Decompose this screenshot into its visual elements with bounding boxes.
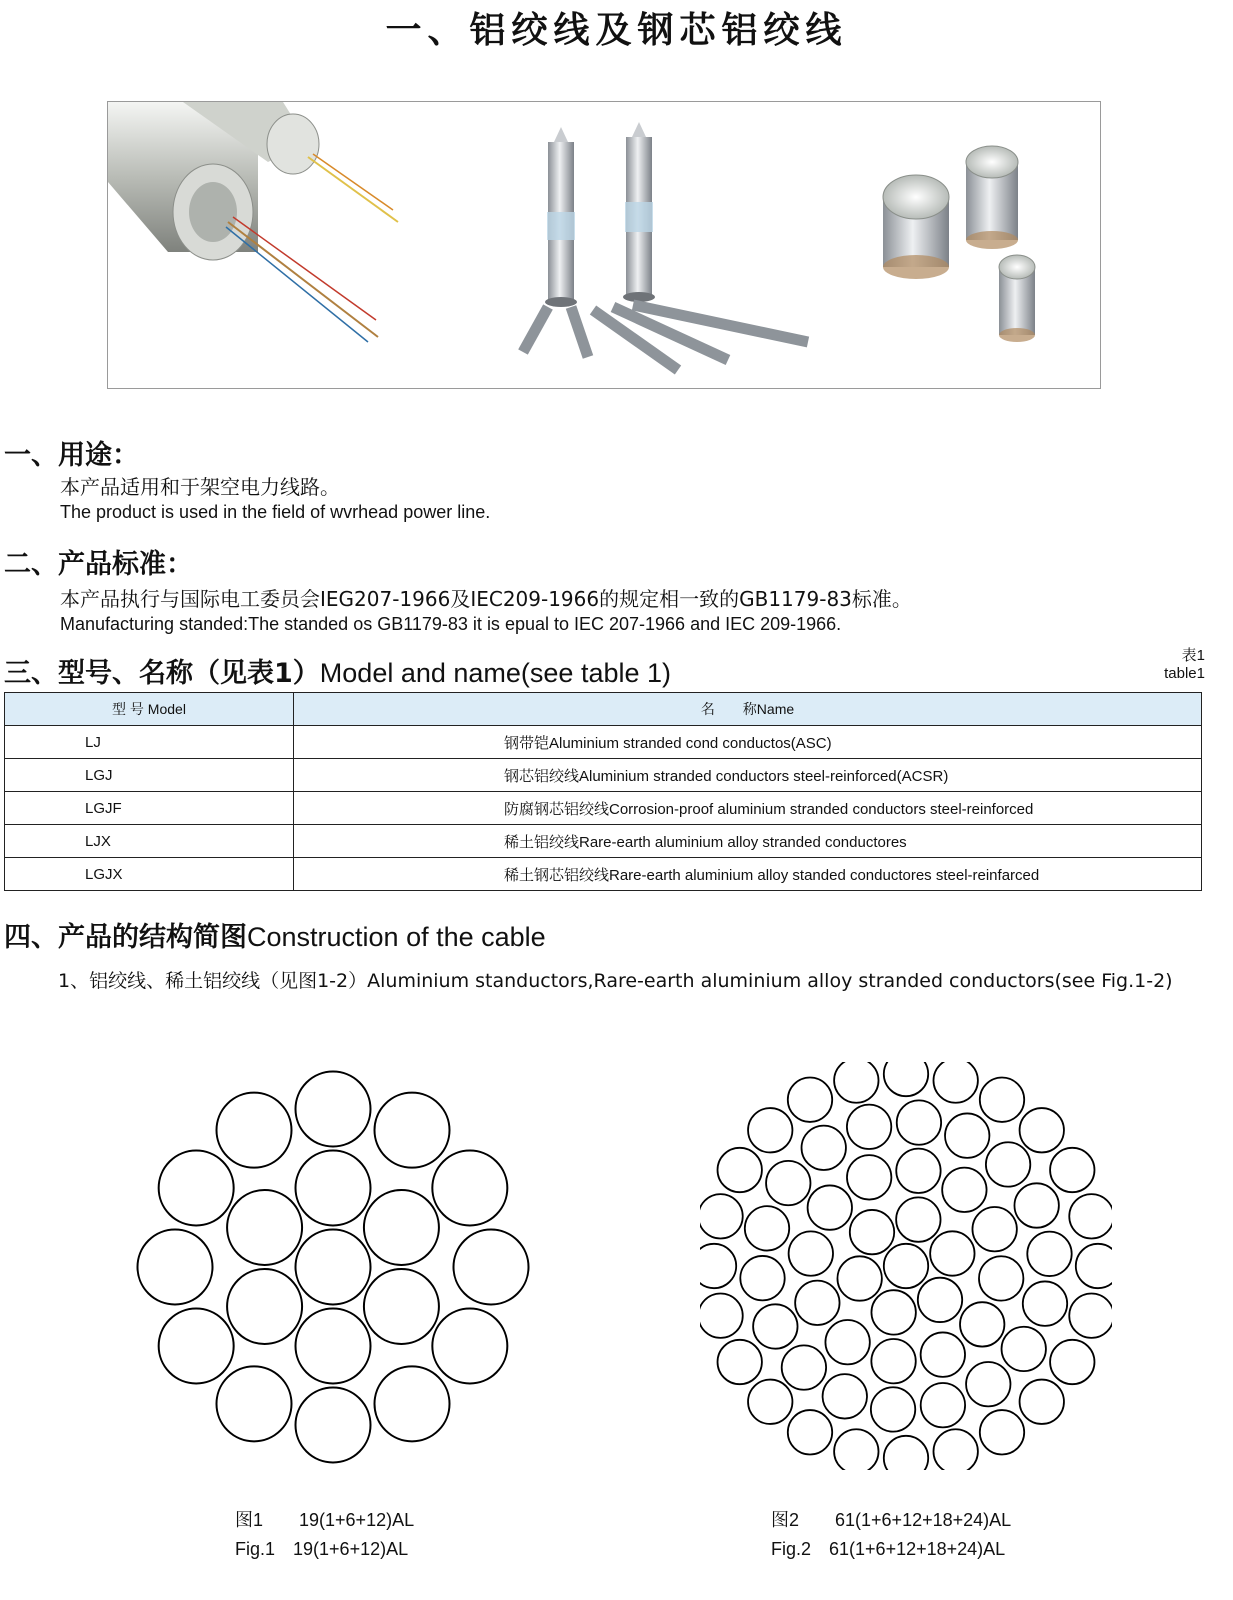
strand-circle [966, 1362, 1010, 1406]
section-construction-heading-en: Construction of the cable [247, 922, 546, 952]
cell-model: LJX [5, 825, 294, 858]
strand-circle [1020, 1108, 1064, 1152]
aac-drums-image [883, 146, 1035, 342]
strand-circle [834, 1062, 878, 1103]
table-row [5, 858, 1202, 891]
strand-circle [296, 1309, 371, 1384]
strand-circle [296, 1151, 371, 1226]
strand-circle [296, 1388, 371, 1463]
section-model-heading [4, 651, 671, 690]
strand-circle [375, 1093, 450, 1168]
fig2-caption-zh: 图2 61(1+6+12+18+24)AL [771, 1510, 1012, 1530]
strand-circle [825, 1320, 869, 1364]
cell-model: LGJX [5, 858, 294, 891]
strand-circle [1002, 1327, 1046, 1371]
section-construction-heading [4, 915, 546, 954]
cell-name: 稀土钢芯铝绞线Rare-earth aluminium alloy standed conductores steel-reinfarced [294, 858, 1202, 891]
cell-model: LGJ [5, 759, 294, 792]
fig2-cross-section-diagram [700, 1062, 1112, 1470]
section-usage-heading: 一、用途： [4, 440, 139, 471]
strand-circle [837, 1256, 881, 1300]
table-label-zh: 表1 [1181, 647, 1205, 664]
page-title: 一、铝绞线及钢芯铝绞线 [385, 10, 848, 51]
strand-circle [918, 1278, 962, 1322]
strand-circle [808, 1185, 852, 1229]
strand-circle [980, 1078, 1024, 1122]
strand-circle [718, 1340, 762, 1384]
strand-circle [748, 1108, 792, 1152]
strand-circle [847, 1155, 891, 1199]
strand-circle [782, 1345, 826, 1389]
model-name-table [4, 692, 1202, 891]
table-label [1164, 647, 1205, 683]
strand-circle [823, 1374, 867, 1418]
strand-circle [227, 1269, 302, 1344]
section-model-heading-en: Model and name(see table 1) [319, 658, 672, 688]
section-model-heading-zh: 三、型号、名称（见表1） [4, 658, 320, 689]
strand-circle [795, 1281, 839, 1325]
strand-circle [884, 1244, 928, 1288]
usage-text-zh: 本产品适用和于架空电力线路。 [60, 475, 340, 499]
strand-circle [700, 1293, 743, 1337]
strand-circle [986, 1142, 1030, 1186]
strand-circle [933, 1062, 977, 1103]
cell-name: 稀土铝绞线Rare-earth aluminium alloy stranded conductores [294, 825, 1202, 858]
acsr-cable-image [523, 122, 808, 370]
strand-circle [980, 1410, 1024, 1454]
strand-circle [217, 1366, 292, 1441]
strand-circle [788, 1078, 832, 1122]
strand-circle [364, 1269, 439, 1344]
strand-circle [1020, 1380, 1064, 1424]
strand-circle [1069, 1293, 1112, 1337]
strand-circle [745, 1206, 789, 1250]
strand-circle [871, 1339, 915, 1383]
strand-circle [159, 1309, 234, 1384]
strand-circle [921, 1332, 965, 1376]
table-row [5, 825, 1202, 858]
construction-subheading: 1、铝绞线、稀土铝绞线（见图1-2）Aluminium stanductors,Rare-earth aluminium alloy stranded conductors(see Fig.1-2) [58, 970, 1173, 992]
strand-circle [788, 1410, 832, 1454]
fig1-caption-en: Fig.1 19(1+6+12)AL [235, 1539, 409, 1559]
strand-circle [227, 1190, 302, 1265]
strand-circle [1027, 1232, 1071, 1276]
strand-circle [1050, 1148, 1094, 1192]
fig1-caption-zh: 图1 19(1+6+12)AL [235, 1510, 415, 1530]
fig2-caption-en: Fig.2 61(1+6+12+18+24)AL [771, 1539, 1006, 1559]
strand-circle [834, 1429, 878, 1470]
strand-circle [700, 1244, 736, 1288]
usage-text-en: The product is used in the field of wvrhead power line. [60, 502, 491, 522]
strand-circle [753, 1304, 797, 1348]
table-row [5, 792, 1202, 825]
product-photo-strip [107, 101, 1101, 389]
strand-circle [789, 1231, 833, 1275]
strand-circle [972, 1207, 1016, 1251]
opgw-cable-image [108, 102, 398, 342]
strand-circle [1050, 1340, 1094, 1384]
strand-circle [1069, 1194, 1112, 1238]
strand-circle [766, 1161, 810, 1205]
cell-model: LGJF [5, 792, 294, 825]
strand-circle [945, 1113, 989, 1157]
strand-circle [896, 1197, 940, 1241]
strand-circle [432, 1309, 507, 1384]
strand-circle [217, 1093, 292, 1168]
strand-circle [138, 1230, 213, 1305]
strand-circle [942, 1168, 986, 1212]
cell-name: 防腐钢芯铝绞线Corrosion-proof aluminium stranded conductors steel-reinforced [294, 792, 1202, 825]
strand-circle [748, 1380, 792, 1424]
strand-circle [930, 1231, 974, 1275]
table-row [5, 726, 1202, 759]
strand-circle [375, 1366, 450, 1441]
strand-circle [897, 1100, 941, 1144]
fig1-cross-section-diagram [128, 1067, 538, 1467]
strand-circle [871, 1290, 915, 1334]
cell-name: 钢芯铝绞线Aluminium stranded conductors steel-reinforced(ACSR) [294, 759, 1202, 792]
strand-circle [718, 1148, 762, 1192]
table-label-en: table1 [1164, 665, 1205, 682]
section-construction-heading-zh: 四、产品的结构简图 [4, 922, 247, 953]
strand-circle [847, 1105, 891, 1149]
standard-text-zh: 本产品执行与国际电工委员会IEG207-1966及IEC209-1966的规定相一致的GB1179-83标准。 [60, 587, 912, 611]
strand-circle [454, 1230, 529, 1305]
strand-circle [1076, 1244, 1112, 1288]
strand-circle [896, 1149, 940, 1193]
strand-circle [1014, 1183, 1058, 1227]
table-row [5, 759, 1202, 792]
section-standard-heading: 二、产品标准： [4, 549, 193, 580]
strand-circle [979, 1256, 1023, 1300]
strand-circle [296, 1230, 371, 1305]
strand-circle [432, 1151, 507, 1226]
strand-circle [364, 1190, 439, 1265]
header-model: 型 号 Model [5, 693, 294, 726]
strand-circle [296, 1072, 371, 1147]
strand-circle [960, 1302, 1004, 1346]
strand-circle [884, 1436, 928, 1470]
table-header-row [5, 693, 1202, 726]
strand-circle [921, 1383, 965, 1427]
strand-circle [871, 1387, 915, 1431]
strand-circle [1023, 1281, 1067, 1325]
standard-text-en: Manufacturing standed:The standed os GB1179-83 it is epual to IEC 207-1966 and IEC 209-1966. [60, 614, 842, 634]
cell-model: LJ [5, 726, 294, 759]
strand-circle [700, 1194, 743, 1238]
strand-circle [802, 1126, 846, 1170]
strand-circle [850, 1210, 894, 1254]
strand-circle [933, 1429, 977, 1470]
strand-circle [884, 1062, 928, 1096]
cell-name: 钢带铠Aluminium stranded cond conductos(ASC) [294, 726, 1202, 759]
strand-circle [159, 1151, 234, 1226]
strand-circle [740, 1256, 784, 1300]
header-name: 名 称Name [294, 693, 1202, 726]
